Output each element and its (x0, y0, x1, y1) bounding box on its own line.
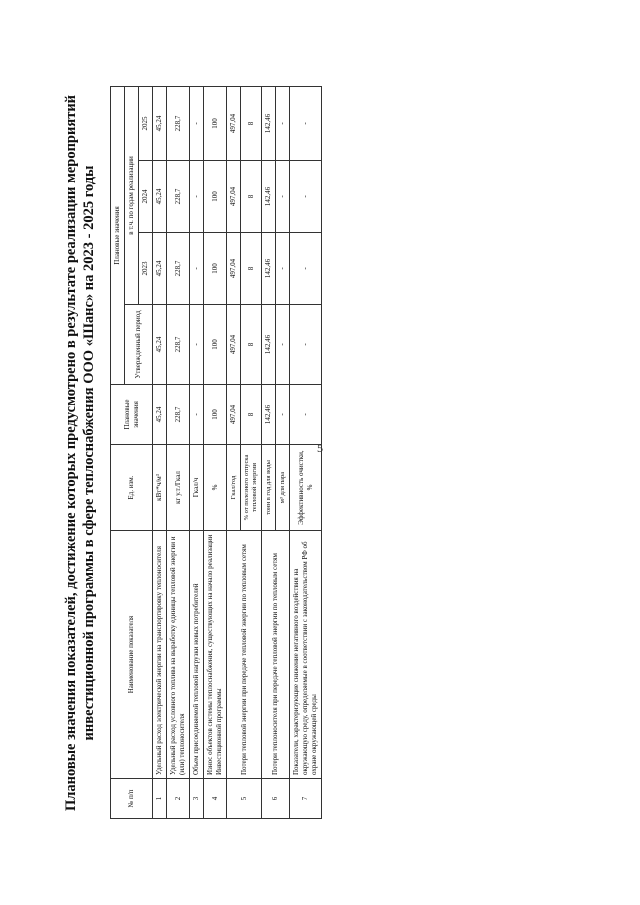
row-approved: - (190, 304, 204, 384)
header-2024: 2024 (139, 160, 153, 232)
row-plan: 142,46 (262, 384, 276, 444)
row-2025: 228,7 (167, 86, 190, 160)
row-unit: Гкал/год (227, 444, 241, 530)
row-approved: - (290, 304, 322, 384)
row-2023: 497,04 (227, 232, 241, 304)
page-number: 5 (317, 441, 323, 455)
row-name: Потери тепловой энергии при передаче тепловой энергии по тепловым сетям (227, 530, 262, 778)
header-planned-values: Плановые значения (111, 86, 125, 384)
row-approved: 228,7 (167, 304, 190, 384)
row-2023: 45,24 (153, 232, 167, 304)
row-2023: - (276, 232, 290, 304)
table-row (290, 86, 322, 818)
row-approved: 8 (241, 304, 262, 384)
row-approved: 497,04 (227, 304, 241, 384)
row-2025: 497,04 (227, 86, 241, 160)
table-row (204, 86, 227, 818)
row-name: Удельный расход электрической энергии на транспортировку теплоносителя (153, 530, 167, 778)
row-2025: 45,24 (153, 86, 167, 160)
table-row (167, 86, 190, 818)
indicators-table (110, 85, 322, 818)
row-2024: 228,7 (167, 160, 190, 232)
row-2023: 100 (204, 232, 227, 304)
row-plan: - (290, 384, 322, 444)
row-name: Показатели, характеризующие снижение негативного воздействия на окружающую среду, определяемые в соответствии с законодательством РФ об охране окружающей среды (290, 530, 322, 778)
row-2023: 142,46 (262, 232, 276, 304)
row-num: 3 (190, 778, 204, 818)
row-2025: 142,46 (262, 86, 276, 160)
row-unit: тонн в год для воды (262, 444, 276, 530)
row-plan: 45,24 (153, 384, 167, 444)
row-num: 1 (153, 778, 167, 818)
row-unit: % от полезного отпуска тепловой энергии (241, 444, 262, 530)
table-row (153, 86, 167, 818)
row-unit: м³ для пара (276, 444, 290, 530)
row-num: 2 (167, 778, 190, 818)
row-unit: кг у.т./Гкал (167, 444, 190, 530)
row-2025: 100 (204, 86, 227, 160)
row-2023: - (290, 232, 322, 304)
row-2024: 142,46 (262, 160, 276, 232)
row-2024: 100 (204, 160, 227, 232)
row-plan: 100 (204, 384, 227, 444)
row-num: 6 (262, 778, 290, 818)
row-2025: - (190, 86, 204, 160)
rotated-content (40, 73, 580, 833)
row-plan: 8 (241, 384, 262, 444)
row-2024: - (290, 160, 322, 232)
row-unit: % (204, 444, 227, 530)
header-incl-years: в т.ч. по годам реализации (125, 86, 139, 304)
table-row (227, 86, 241, 818)
header-planned-value: Плановые значения (111, 384, 153, 444)
row-num: 5 (227, 778, 262, 818)
row-unit: Гкал/ч (190, 444, 204, 530)
row-approved: 45,24 (153, 304, 167, 384)
row-name: Удельный расход условного топлива на выработку единицы тепловой энергии и (или) теплоносителя (167, 530, 190, 778)
row-plan: 228,7 (167, 384, 190, 444)
row-plan: 497,04 (227, 384, 241, 444)
row-approved: 100 (204, 304, 227, 384)
header-name: Наименование показателя (111, 530, 153, 778)
row-plan: - (276, 384, 290, 444)
header-2025: 2025 (139, 86, 153, 160)
row-approved: - (276, 304, 290, 384)
row-2024: - (190, 160, 204, 232)
row-num: 7 (290, 778, 322, 818)
table-row (190, 86, 204, 818)
row-2023: - (190, 232, 204, 304)
row-2025: - (276, 86, 290, 160)
row-num: 4 (204, 778, 227, 818)
row-name: Износ объектов системы теплоснабжения, существующих на начало реализации Инвестиционной программы (204, 530, 227, 778)
header-unit: Ед. изм. (111, 444, 153, 530)
header-num: № п/п (111, 778, 153, 818)
row-2023: 8 (241, 232, 262, 304)
row-2023: 228,7 (167, 232, 190, 304)
row-2024: - (276, 160, 290, 232)
row-2025: 8 (241, 86, 262, 160)
document-title: Плановые значения показателей, достижение которых предусмотрено в результате реализации мероприятий инвестиционной программы в сфере теплоснабжения ООО «Шанс» на 2023 - 2025 годы (63, 94, 97, 811)
row-name: Потери теплоносителя при передаче тепловой энергии по тепловым сетям (262, 530, 290, 778)
row-plan: - (190, 384, 204, 444)
row-unit: кВт*ч/м³ (153, 444, 167, 530)
row-2024: 45,24 (153, 160, 167, 232)
row-name: Объем присоединяемой тепловой нагрузки новых потребителей (190, 530, 204, 778)
row-2024: 8 (241, 160, 262, 232)
row-2025: - (290, 86, 322, 160)
header-2023: 2023 (139, 232, 153, 304)
table-row (262, 86, 276, 818)
header-row-1 (111, 86, 125, 818)
row-2024: 497,04 (227, 160, 241, 232)
row-unit: Эффективность очистки, % (290, 444, 322, 530)
row-approved: 142,46 (262, 304, 276, 384)
header-approved-period: Утвержденный период (125, 304, 153, 384)
